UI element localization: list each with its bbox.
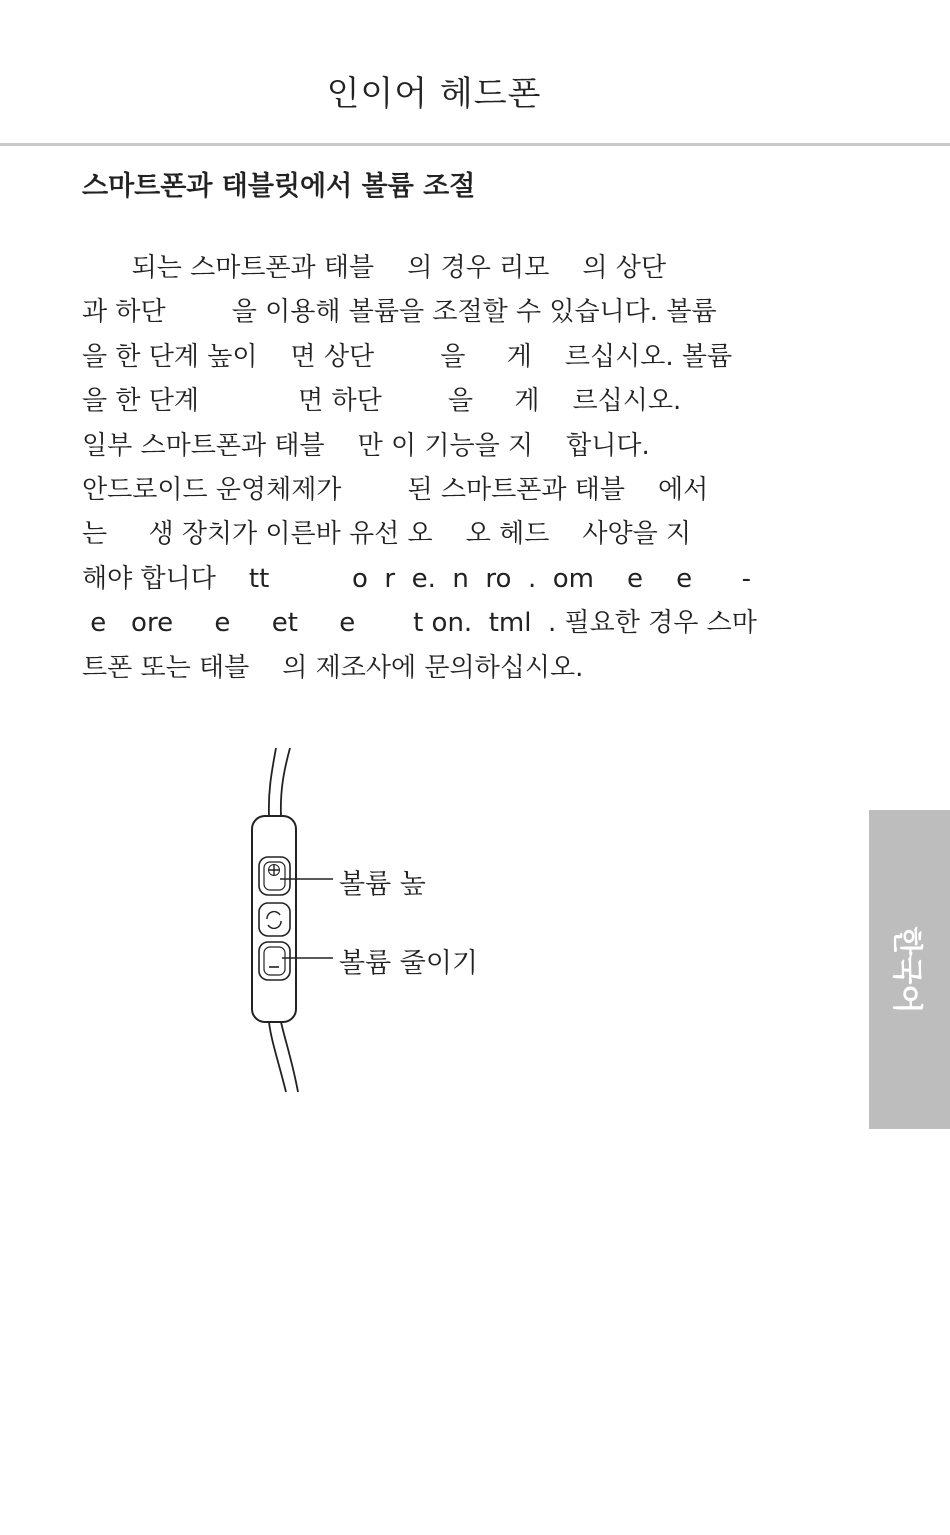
remote-control-drawing	[240, 740, 540, 1100]
body-line: 되는 스마트폰과 태블 의 경우 리모 의 상단	[82, 253, 667, 283]
volume-up-label: 볼륨 높	[339, 869, 426, 900]
language-side-tab	[869, 810, 950, 1129]
body-line: 일부 스마트폰과 태블 만 이 기능을 지 합니다.	[82, 430, 650, 461]
body-line: e ore e et e t on. tml . 필요한 경우 스마	[82, 608, 757, 639]
section-title: 스마트폰과 태블릿에서 볼륨 조절	[82, 171, 476, 202]
cable-upper-right	[281, 748, 290, 816]
header-divider	[0, 143, 950, 146]
body-line: 는 생 장치가 이른바 유선 오 오 헤드 사양을 지	[82, 519, 692, 550]
center-button	[259, 903, 290, 936]
body-line: 을 한 단계 높이 면 상단 을 게 르십시오. 볼륨	[82, 341, 733, 372]
remote-control-illustration	[240, 740, 540, 1100]
body-line: 과 하단 을 이용해 볼륨을 조절할 수 있습니다. 볼륨	[82, 297, 717, 328]
volume-down-label: 볼륨 줄이기	[339, 948, 478, 979]
body-line: 안드로이드 운영체제가 된 스마트폰과 태블 에서	[82, 474, 709, 505]
language-tab-label: 한국어	[888, 926, 924, 1013]
cable-upper-left	[269, 748, 276, 816]
body-line: 트폰 또는 태블 의 제조사에 문의하십시오.	[82, 652, 584, 683]
page-header-title: 인이어 헤드폰	[326, 74, 542, 114]
plus-icon	[269, 865, 280, 876]
body-line: 해야 합니다 tt o r e. n ro . om e e -	[82, 563, 752, 594]
body-line: 을 한 단계 면 하단 을 게 르십시오.	[82, 386, 682, 417]
body-paragraph	[82, 246, 838, 690]
